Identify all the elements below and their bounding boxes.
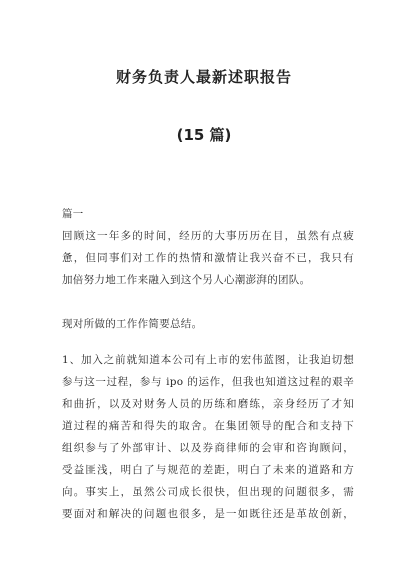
paragraph-line: 向。事实上，虽然公司成长很快，但出现的问题很多，需 — [62, 486, 354, 498]
paragraph-intro — [62, 225, 354, 291]
paragraph-summary: 现对所做的工作作简要总结。 — [62, 318, 203, 330]
paragraph-line: 加倍努力地工作来融入到这个另人心潮澎湃的团队。 — [62, 274, 311, 286]
paragraph-line: 要面对和解决的问题也很多，是一如既往还是革故创新， — [62, 508, 354, 520]
paragraph-line: 组织参与了外部审计、以及券商律师的会审和咨询顾问， — [62, 442, 354, 454]
paragraph-line: 惫，但同事们对工作的热情和激情让我兴奋不已，我只有 — [62, 252, 354, 264]
paragraph-line: 道过程的痛苦和得失的取舍。在集团领导的配合和支持下 — [62, 420, 354, 432]
paragraph-line: 1、加入之前就知道本公司有上市的宏伟蓝图，让我迫切想 — [62, 354, 354, 366]
document-title: 财务负责人最新述职报告 — [115, 68, 292, 86]
section-label: 篇一 — [62, 208, 84, 220]
paragraph-line: 和曲折，以及对财务人员的历练和磨练，亲身经历了才知 — [62, 398, 354, 410]
document-subtitle: (15 篇) — [176, 126, 232, 144]
paragraph-item-1 — [62, 349, 354, 525]
paragraph-line: 参与这一过程，参与 ipo 的运作，但我也知道这过程的艰辛 — [62, 376, 354, 388]
paragraph-line: 回顾这一年多的时间，经历的大事历历在目，虽然有点疲 — [62, 230, 354, 242]
paragraph-line: 受益匪浅，明白了与规范的差距，明白了未来的道路和方 — [62, 464, 354, 476]
